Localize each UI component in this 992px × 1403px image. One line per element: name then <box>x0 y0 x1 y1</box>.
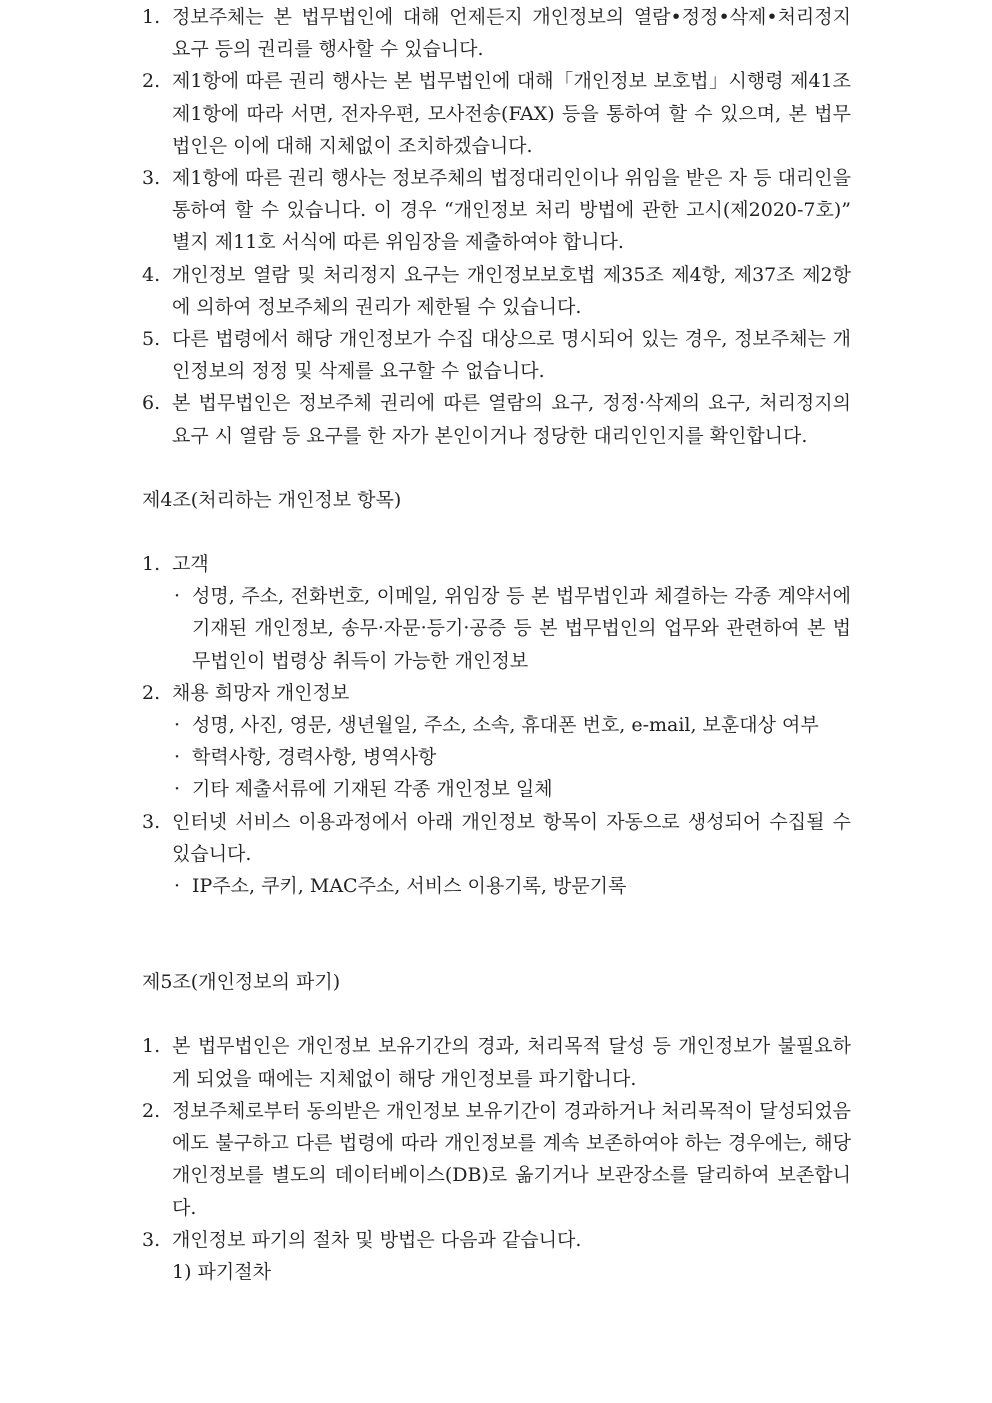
bullet-list <box>172 709 851 806</box>
item-number: 3. <box>142 167 161 190</box>
article4-list <box>142 548 851 902</box>
bullet-list <box>172 580 851 677</box>
bullet-mark: · <box>174 778 181 801</box>
bullet-mark: · <box>174 585 181 608</box>
item-text: 개인정보 파기의 절차 및 방법은 다음과 같습니다. <box>172 1228 582 1251</box>
list-item <box>142 1224 851 1288</box>
bullet-item <box>174 709 851 741</box>
article5-list <box>142 1030 851 1288</box>
item-number: 3. <box>142 1228 161 1251</box>
item-number: 3. <box>142 810 161 833</box>
item-text: 제1항에 따른 권리 행사는 정보주체의 법정대리인이나 위임을 받은 자 등 대리인을 통하여 할 수 있습니다. 이 경우 “개인정보 처리 방법에 관한 고시(제2020-7호)” 별지 제11호 서식에 따른 위임장을 제출하여야 합니다. <box>172 167 851 254</box>
item-text: 채용 희망자 개인정보 <box>172 681 350 704</box>
list-item <box>142 1 851 65</box>
item-number: 4. <box>142 263 161 286</box>
bullet-mark: · <box>174 746 181 769</box>
article5-title: 제5조(개인정보의 파기) <box>142 971 341 994</box>
bullet-item <box>174 741 851 773</box>
item-text: 고객 <box>172 553 209 576</box>
bullet-mark: · <box>174 714 181 737</box>
item-number: 1. <box>142 1035 161 1058</box>
item-text: 제1항에 따른 권리 행사는 본 법무법인에 대해「개인정보 보호법」시행령 제41조 제1항에 따라 서면, 전자우편, 모사전송(FAX) 등을 통하여 할 수 있으며, 본 법무법인은 이에 대해 지체없이 조치하겠습니다. <box>172 70 851 157</box>
bullet-text: IP주소, 쿠키, MAC주소, 서비스 이용기록, 방문기록 <box>192 875 627 898</box>
item-number: 2. <box>142 681 161 704</box>
item-text: 인터넷 서비스 이용과정에서 아래 개인정보 항목이 자동으로 생성되어 수집될 수 있습니다. <box>172 810 851 865</box>
list-item <box>142 548 851 677</box>
item-text: 정보주체는 본 법무법인에 대해 언제든지 개인정보의 열람•정정•삭제•처리정지 요구 등의 권리를 행사할 수 있습니다. <box>172 6 851 61</box>
item-text: 다른 법령에서 해당 개인정보가 수집 대상으로 명시되어 있는 경우, 정보주체는 개인정보의 정정 및 삭제를 요구할 수 없습니다. <box>172 328 851 383</box>
list-item <box>142 1095 851 1224</box>
sub-heading: 1) 파기절차 <box>172 1260 271 1283</box>
rights-list <box>142 1 851 452</box>
item-text: 개인정보 열람 및 처리정지 요구는 개인정보보호법 제35조 제4항, 제37조 제2항에 의하여 정보주체의 권리가 제한될 수 있습니다. <box>172 263 851 318</box>
item-number: 5. <box>142 328 161 351</box>
bullet-item <box>174 870 851 902</box>
bullet-item <box>174 773 851 805</box>
bullet-mark: · <box>174 875 181 898</box>
bullet-text: 성명, 주소, 전화번호, 이메일, 위임장 등 본 법무법인과 체결하는 각종 계약서에 기재된 개인정보, 송무·자문·등기·공증 등 본 법무법인의 업무와 관련하여 본 법무법인이 법령상 취득이 가능한 개인정보 <box>192 585 851 672</box>
bullet-list <box>172 870 851 902</box>
bullet-text: 기타 제출서류에 기재된 각종 개인정보 일체 <box>192 778 553 801</box>
list-item <box>142 323 851 387</box>
item-text: 본 법무법인은 개인정보 보유기간의 경과, 처리목적 달성 등 개인정보가 불필요하게 되었을 때에는 지체없이 해당 개인정보를 파기합니다. <box>172 1035 851 1090</box>
list-item <box>142 65 851 162</box>
bullet-text: 성명, 사진, 영문, 생년월일, 주소, 소속, 휴대폰 번호, e-mail, 보훈대상 여부 <box>192 714 819 737</box>
list-item <box>142 259 851 323</box>
item-number: 1. <box>142 553 161 576</box>
item-text: 본 법무법인은 정보주체 권리에 따른 열람의 요구, 정정·삭제의 요구, 처리정지의 요구 시 열람 등 요구를 한 자가 본인이거나 정당한 대리인인지를 확인합니다. <box>172 392 851 447</box>
bullet-text: 학력사항, 경력사항, 병역사항 <box>192 746 437 769</box>
list-item <box>142 1030 851 1094</box>
list-item <box>142 677 851 806</box>
item-text: 정보주체로부터 동의받은 개인정보 보유기간이 경과하거나 처리목적이 달성되었음에도 불구하고 다른 법령에 따라 개인정보를 계속 보존하여야 하는 경우에는, 해당 개인정보를 별도의 데이터베이스(DB)로 옮기거나 보관장소를 달리하여 보존합니다. <box>172 1099 851 1219</box>
bullet-item <box>174 580 851 677</box>
item-number: 1. <box>142 6 161 28</box>
list-item <box>142 162 851 259</box>
list-item <box>142 806 851 903</box>
item-number: 6. <box>142 392 161 415</box>
item-number: 2. <box>142 1099 161 1122</box>
list-item <box>142 387 851 451</box>
article4-title: 제4조(처리하는 개인정보 항목) <box>142 488 402 511</box>
item-number: 2. <box>142 70 161 93</box>
